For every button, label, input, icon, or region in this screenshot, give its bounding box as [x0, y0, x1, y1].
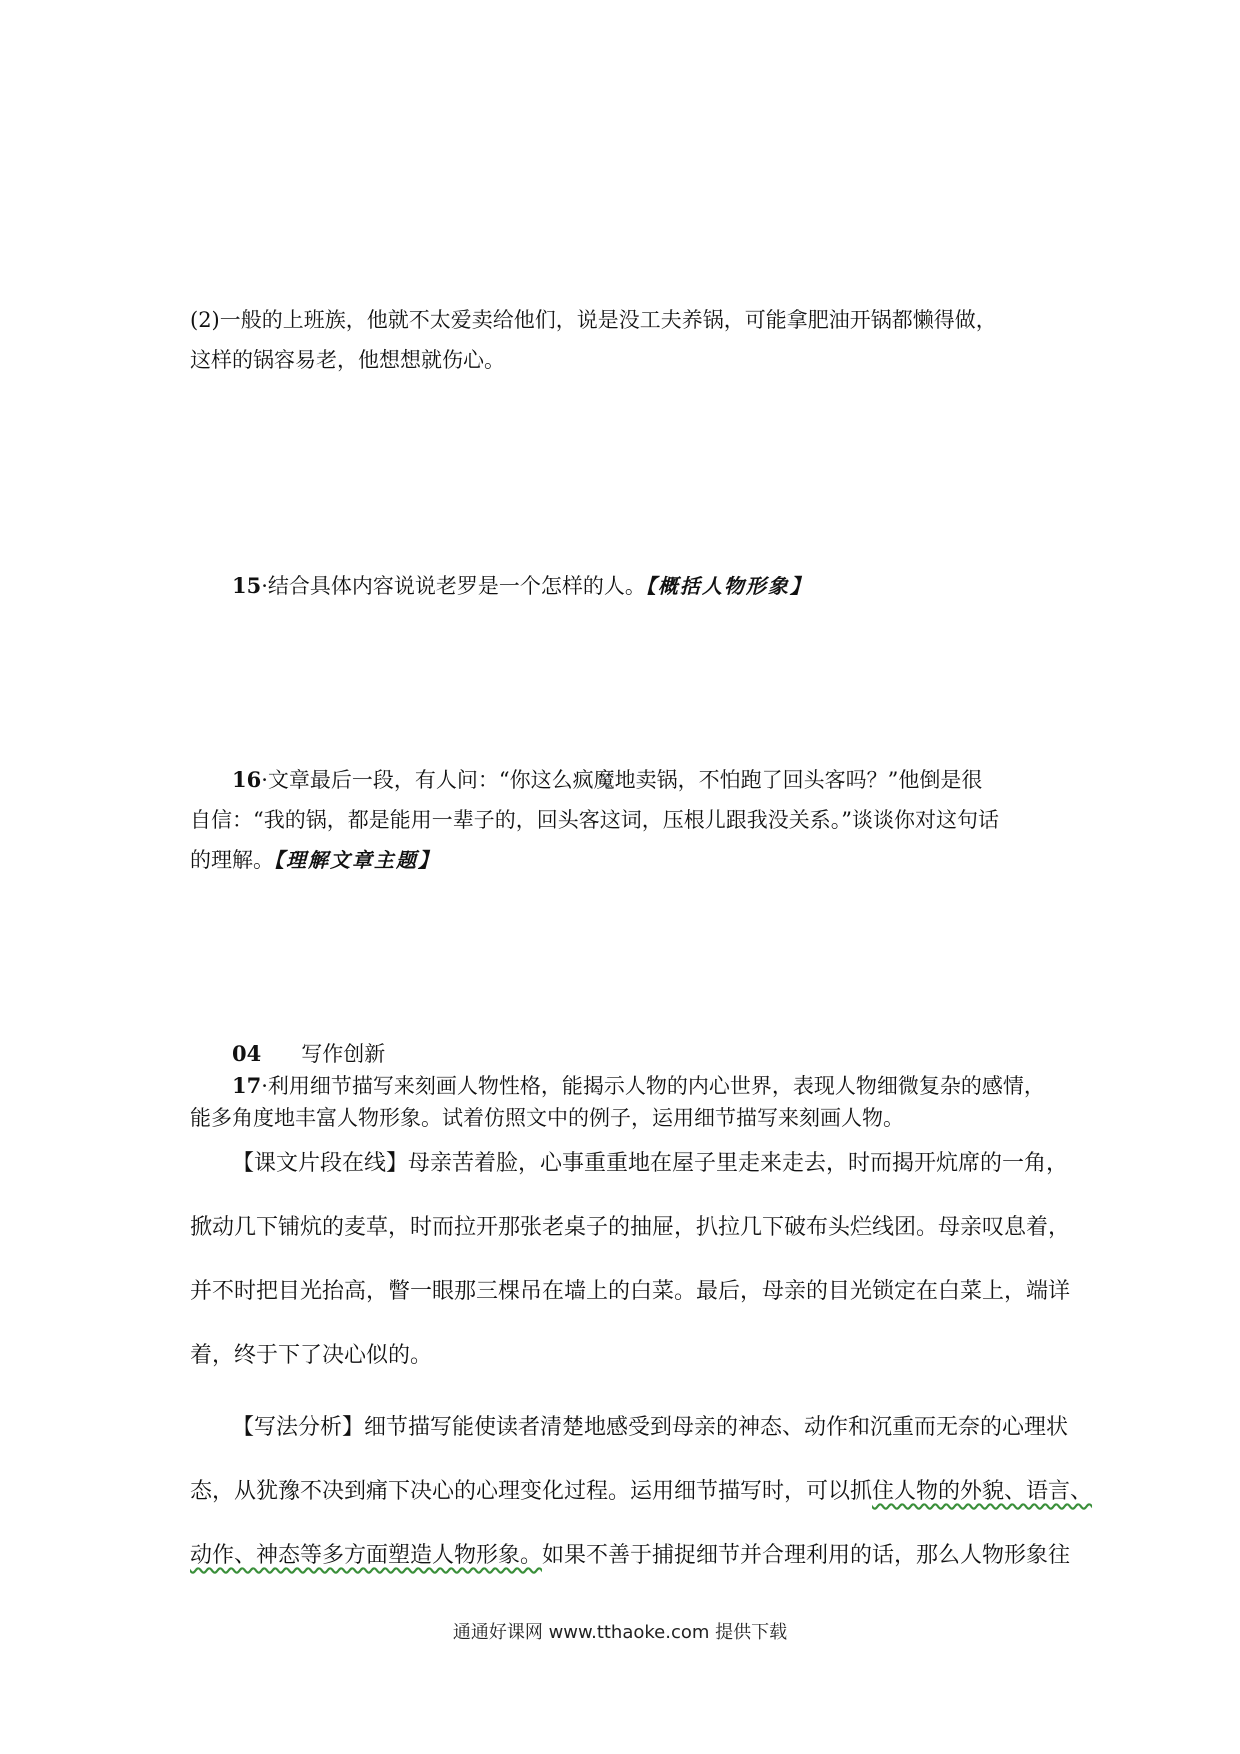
analysis-text: 如果不善于捕捉细节并合理利用的话，那么人物形象往 [542, 1543, 1071, 1568]
excerpt-line2: 掀动几下铺炕的麦草，时而拉开那张老桌子的抽屉，扒拉几下破布头烂线团。母亲叹息着， [190, 1215, 1071, 1240]
question-text: 的理解。 [190, 848, 274, 872]
question-number: 17 [232, 1073, 262, 1098]
analysis-text: 态，从犹豫不决到痛下决心的心理变化过程。运用细节描写时，可以抓 [190, 1479, 873, 1504]
question-16-line3 [190, 845, 1060, 875]
question-number: 16 [232, 767, 262, 792]
analysis-line3 [190, 1540, 1071, 1572]
question-text: ·结合具体内容说说老罗是一个怎样的人。 [261, 574, 646, 598]
excerpt-line3: 并不时把目光抬高，瞥一眼那三棵吊在墙上的白菜。最后，母亲的目光锁定在白菜上，端详 [190, 1279, 1071, 1304]
question-16-line1 [190, 765, 1060, 795]
analysis-line1: 【写法分析】细节描写能使读者清楚地感受到母亲的神态、动作和沉重而无奈的心理状 [232, 1415, 1069, 1440]
section-heading [190, 1039, 1060, 1069]
question-text: ·文章最后一段，有人问：“你这么疯魔地卖锅，不怕跑了回头客吗？”他倒是很 [261, 768, 983, 792]
analysis-underlined-text: 住人物的外貌、语言、 [872, 1479, 1093, 1504]
analysis-underlined-text: 动作、神态等多方面塑造人物形象。 [190, 1543, 543, 1568]
question-17-line2: 能多角度地丰富人物形象。试着仿照文中的例子，运用细节描写来刻画人物。 [190, 1106, 904, 1130]
question-number: 15 [232, 573, 262, 598]
question-text: ·利用细节描写来刻画人物性格，能揭示人物的内心世界，表现人物细微复杂的感情， [261, 1074, 1045, 1098]
question-17-line1 [190, 1071, 1060, 1101]
section-number: 04 [232, 1041, 262, 1066]
section-title: 写作创新 [301, 1042, 386, 1066]
q14-part2-line2: 这样的锅容易老，他想想就伤心。 [190, 348, 505, 372]
excerpt-line1: 【课文片段在线】母亲苦着脸，心事重重地在屋子里走来走去，时而揭开炕席的一角， [232, 1151, 1069, 1176]
excerpt-line4: 着，终于下了决心似的。 [190, 1343, 433, 1368]
question-tag: 【概括人物形象】 [645, 574, 812, 598]
question-16-line2: 自信：“我的锅，都是能用一辈子的，回头客这词，压根儿跟我没关系。”谈谈你对这句话 [190, 808, 999, 832]
analysis-line2 [190, 1476, 1093, 1508]
page-footer: 通通好课网 www.tthaoke.com 提供下载 [452, 1622, 788, 1643]
q14-part2-line1: (2)一般的上班族，他就不太爱卖给他们，说是没工夫养锅，可能拿肥油开锅都懒得做， [190, 308, 997, 332]
question-15 [190, 571, 1060, 601]
question-tag: 【理解文章主题】 [274, 848, 440, 872]
